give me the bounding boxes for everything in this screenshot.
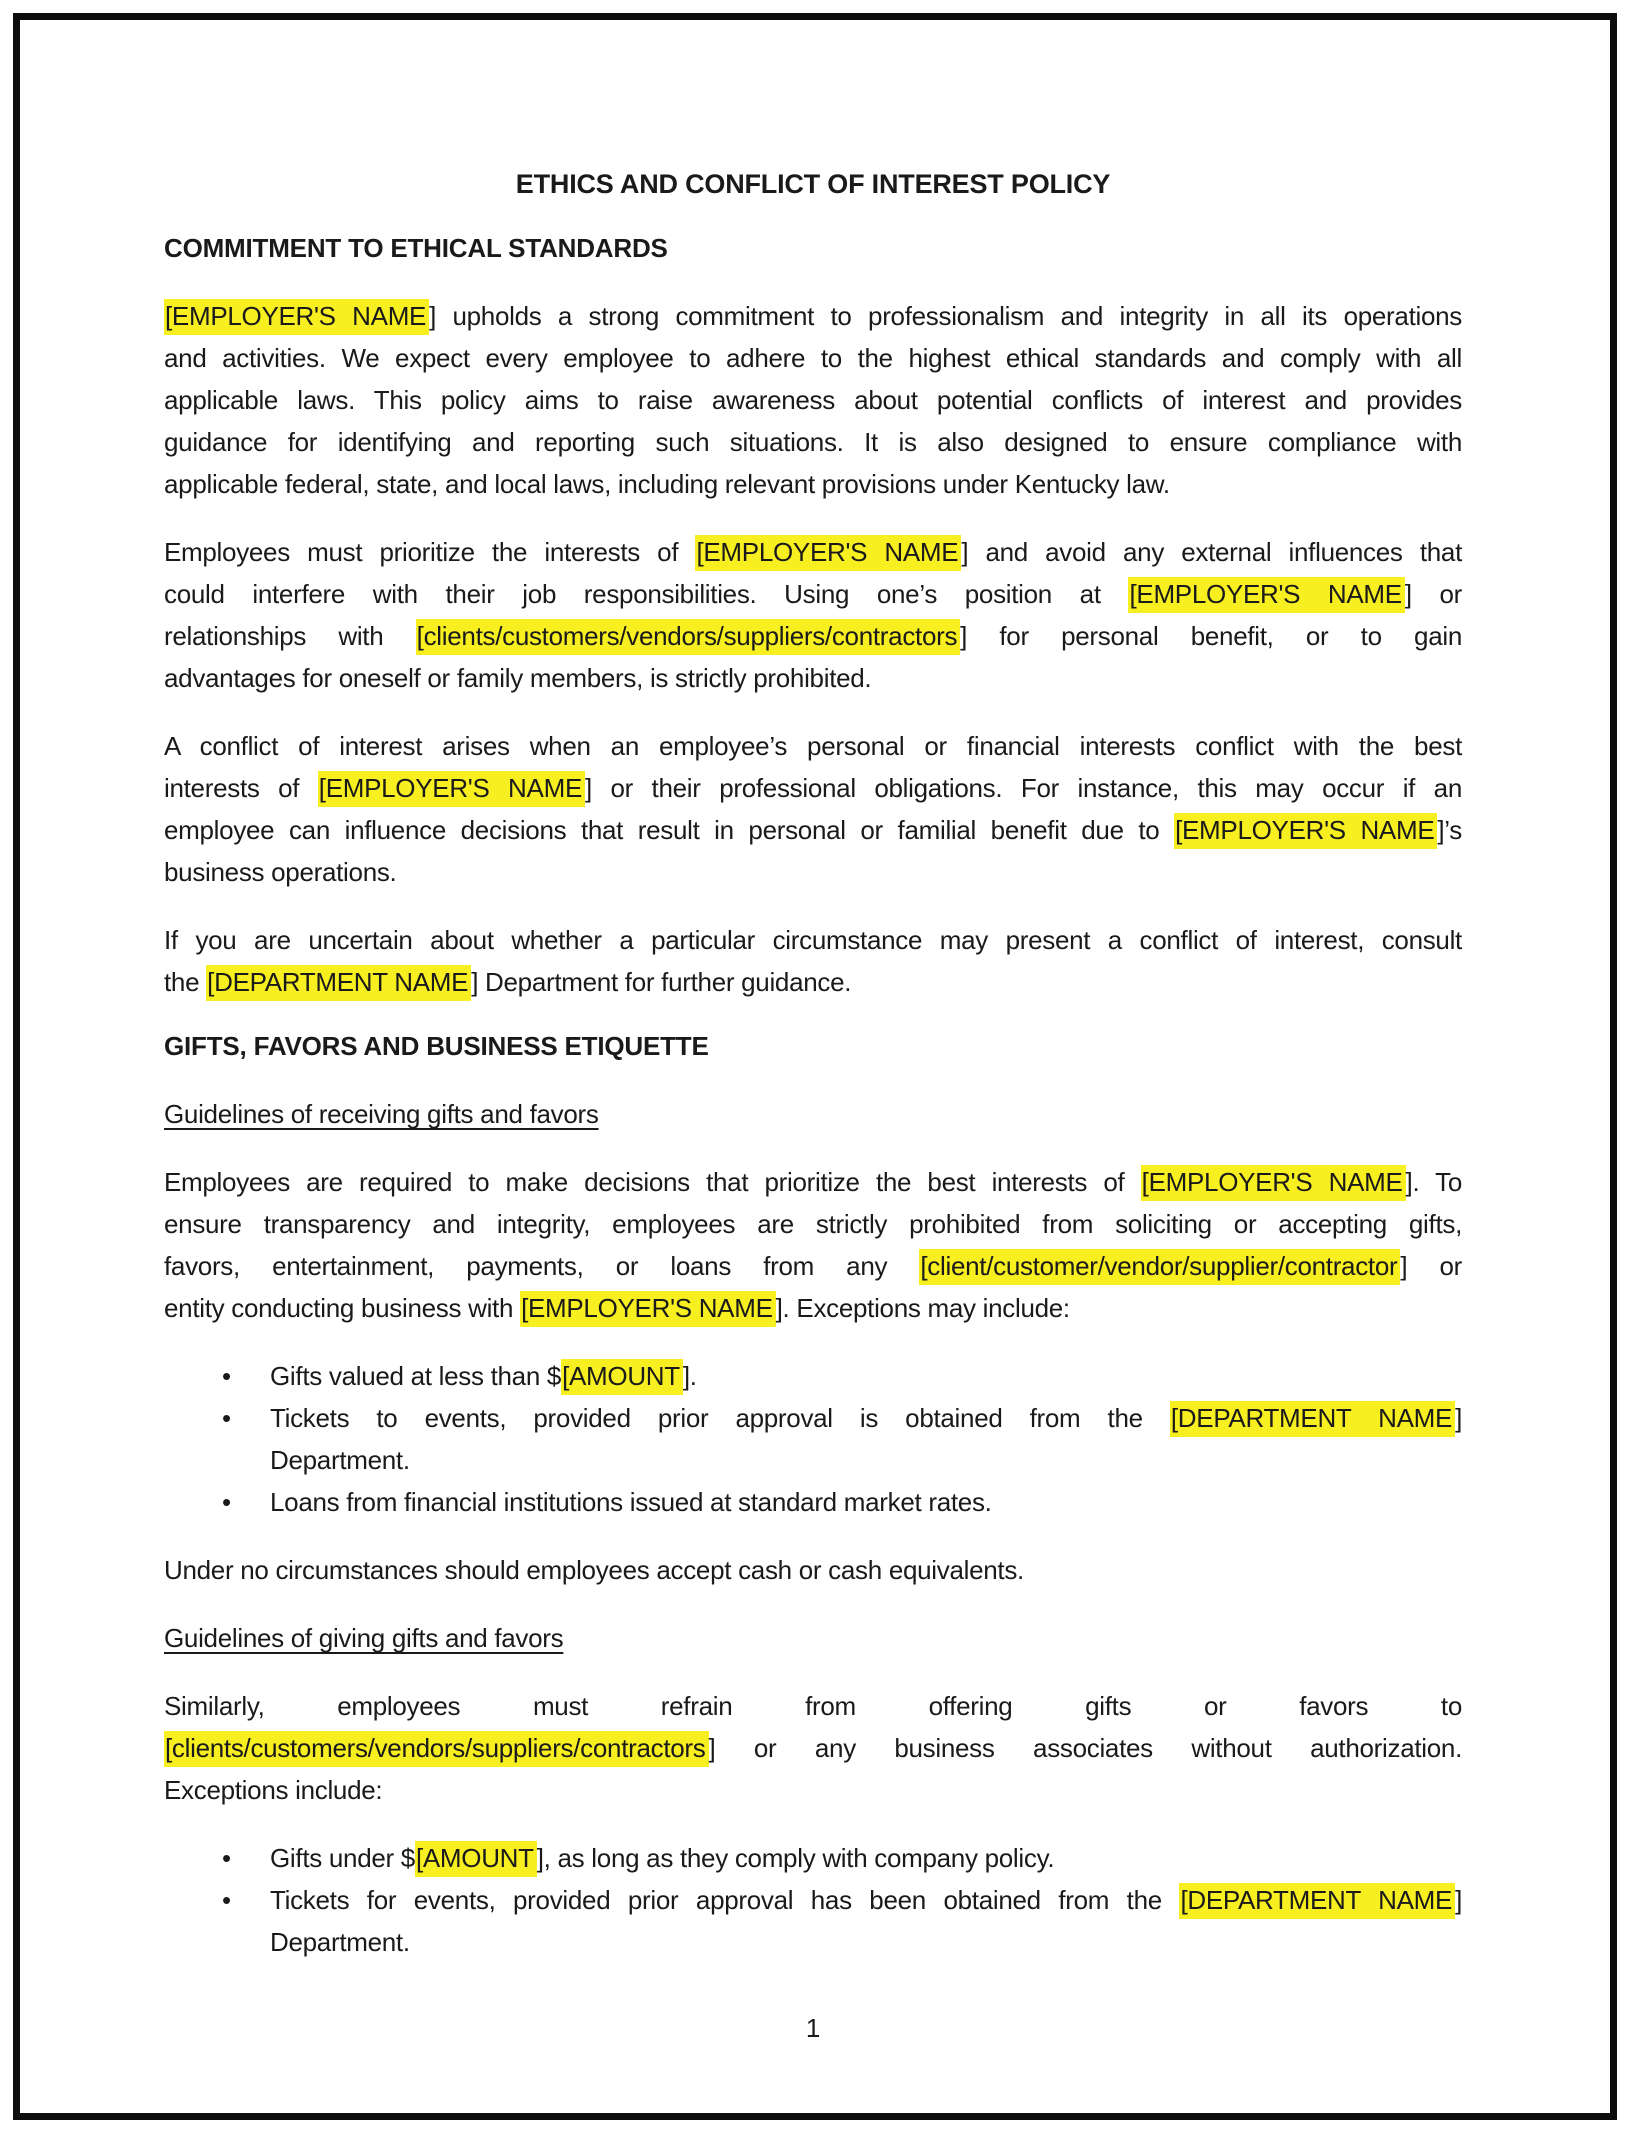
document-title: ETHICS AND CONFLICT OF INTEREST POLICY — [515, 169, 1111, 199]
bullet-list — [164, 1355, 1462, 1523]
text-line — [270, 1355, 1462, 1397]
placeholder-highlight: [EMPLOYER'S NAME — [1128, 577, 1404, 613]
text-line — [164, 657, 1462, 699]
text-segment: and activities. We expect every employee to adhere to the highest ethical standards and comply with all — [164, 343, 1462, 373]
document-body — [164, 227, 1462, 1963]
text-line — [164, 379, 1462, 421]
text-line — [164, 1161, 1462, 1203]
bullet-icon: • — [222, 1403, 231, 1433]
text-segment: employee can influence decisions that result in personal or familial benefit due to — [164, 815, 1175, 845]
text-segment: ] — [1455, 1885, 1463, 1915]
placeholder-highlight: [clients/customers/vendors/suppliers/contractors — [164, 1731, 709, 1767]
text-line — [164, 1203, 1462, 1245]
section-heading: GIFTS, FAVORS AND BUSINESS ETIQUETTE — [164, 1031, 709, 1061]
text-line — [164, 531, 1462, 573]
list-item — [164, 1837, 1462, 1879]
text-segment: Tickets to events, provided prior approval is obtained from the — [270, 1403, 1170, 1433]
text-line — [164, 851, 1462, 893]
text-line — [164, 919, 1462, 961]
text-line — [164, 809, 1462, 851]
placeholder-highlight: [DEPARTMENT NAME — [1179, 1883, 1455, 1919]
placeholder-highlight: [EMPLOYER'S NAME — [1141, 1165, 1406, 1201]
text-line — [164, 573, 1462, 615]
text-segment: ] or — [1404, 579, 1462, 609]
text-line — [270, 1439, 1462, 1481]
text-segment: relationships with — [164, 621, 416, 651]
text-line — [164, 1769, 1462, 1811]
subsection-heading: Guidelines of giving gifts and favors — [164, 1623, 564, 1653]
text-line — [164, 463, 1462, 505]
text-segment: If you are uncertain about whether a particular circumstance may present a conflict of interest, consult — [164, 925, 1462, 955]
text-line — [164, 615, 1462, 657]
text-segment: ] or any business associates without authorization. — [708, 1733, 1462, 1763]
bullet-list — [164, 1837, 1462, 1963]
paragraph — [164, 1161, 1462, 1329]
text-segment: Similarly, employees must refrain from offering gifts or favors to — [164, 1691, 1462, 1721]
text-segment: Department. — [270, 1927, 410, 1957]
text-segment: Employees must prioritize the interests of — [164, 537, 696, 567]
text-line — [270, 1837, 1462, 1879]
placeholder-highlight: [AMOUNT — [561, 1359, 683, 1395]
paragraph — [164, 1549, 1462, 1591]
paragraph — [164, 531, 1462, 699]
text-segment: ] — [1455, 1403, 1463, 1433]
text-segment: Gifts valued at less than $ — [270, 1361, 562, 1391]
placeholder-highlight: [AMOUNT — [415, 1841, 537, 1877]
text-segment: ] for personal benefit, or to gain — [960, 621, 1462, 651]
text-segment: ]. To — [1405, 1167, 1462, 1197]
subsection-heading: Guidelines of receiving gifts and favors — [164, 1099, 599, 1129]
text-segment: ensure transparency and integrity, employees are strictly prohibited from soliciting or accepting gifts, — [164, 1209, 1462, 1239]
paragraph — [164, 295, 1462, 505]
list-item — [164, 1397, 1462, 1481]
text-line — [270, 1481, 1462, 1523]
placeholder-highlight: [DEPARTMENT NAME — [206, 965, 471, 1001]
text-segment: ]. Exceptions may include: — [775, 1293, 1070, 1323]
text-line — [164, 725, 1462, 767]
page-number: 1 — [805, 2013, 821, 2043]
text-line — [164, 961, 1462, 1003]
text-line — [164, 421, 1462, 463]
text-line — [164, 1727, 1462, 1769]
paragraph — [164, 1685, 1462, 1811]
list-item — [164, 1481, 1462, 1523]
text-line — [270, 1921, 1462, 1963]
bullet-icon: • — [222, 1843, 231, 1873]
text-segment: guidance for identifying and reporting such situations. It is also designed to ensure compliance with — [164, 427, 1462, 457]
placeholder-highlight: [client/customer/vendor/supplier/contractor — [919, 1249, 1400, 1285]
text-line — [164, 295, 1462, 337]
placeholder-highlight: [EMPLOYER'S NAME — [1174, 813, 1437, 849]
document-content — [164, 0, 1462, 2049]
text-segment: ]. — [682, 1361, 697, 1391]
list-item — [164, 1879, 1462, 1963]
text-segment: ]’s — [1437, 815, 1462, 845]
text-line — [164, 337, 1462, 379]
text-segment: applicable laws. This policy aims to raise awareness about potential conflicts of interest and provides — [164, 385, 1462, 415]
text-segment: Gifts under $ — [270, 1843, 415, 1873]
text-line — [270, 1879, 1462, 1921]
placeholder-highlight: [EMPLOYER'S NAME — [318, 771, 585, 807]
text-line — [164, 767, 1462, 809]
text-segment: entity conducting business with — [164, 1293, 521, 1323]
paragraph — [164, 725, 1462, 893]
text-segment: ], as long as they comply with company policy. — [536, 1843, 1055, 1873]
list-item-text — [270, 1397, 1462, 1481]
text-segment: Employees are required to make decisions that prioritize the best interests of — [164, 1167, 1141, 1197]
list-item-text — [270, 1837, 1462, 1879]
text-segment: the — [164, 967, 207, 997]
text-line — [164, 1549, 1462, 1591]
text-segment: business operations. — [164, 857, 397, 887]
list-item-text — [270, 1481, 1462, 1523]
text-segment: ] upholds a strong commitment to professionalism and integrity in all its operations — [429, 301, 1462, 331]
text-segment: favors, entertainment, payments, or loans from any — [164, 1251, 920, 1281]
text-segment: ] and avoid any external influences that — [961, 537, 1462, 567]
text-segment: Loans from financial institutions issued at standard market rates. — [270, 1487, 992, 1517]
placeholder-highlight: [EMPLOYER'S NAME — [695, 535, 961, 571]
placeholder-highlight: [EMPLOYER'S NAME — [164, 299, 429, 335]
list-item — [164, 1355, 1462, 1397]
text-segment: ] Department for further guidance. — [471, 967, 852, 997]
placeholder-highlight: [clients/customers/vendors/suppliers/contractors — [416, 619, 961, 655]
section-heading: COMMITMENT TO ETHICAL STANDARDS — [164, 233, 668, 263]
text-line — [164, 1287, 1462, 1329]
text-segment: Under no circumstances should employees accept cash or cash equivalents. — [164, 1555, 1024, 1585]
placeholder-highlight: [EMPLOYER'S NAME — [520, 1291, 776, 1327]
bullet-icon: • — [222, 1361, 231, 1391]
text-line — [164, 1685, 1462, 1727]
text-line — [270, 1397, 1462, 1439]
text-segment: Department. — [270, 1445, 410, 1475]
text-segment: advantages for oneself or family members, is strictly prohibited. — [164, 663, 872, 693]
bullet-icon: • — [222, 1487, 231, 1517]
placeholder-highlight: [DEPARTMENT NAME — [1170, 1401, 1455, 1437]
text-segment: applicable federal, state, and local laws, including relevant provisions under Kentucky law. — [164, 469, 1170, 499]
text-segment: could interfere with their job responsibilities. Using one’s position at — [164, 579, 1129, 609]
paragraph — [164, 919, 1462, 1003]
list-item-text — [270, 1879, 1462, 1963]
text-segment: Tickets for events, provided prior approval has been obtained from the — [270, 1885, 1180, 1915]
text-segment: ] or — [1400, 1251, 1462, 1281]
text-line — [164, 1245, 1462, 1287]
bullet-icon: • — [222, 1885, 231, 1915]
list-item-text — [270, 1355, 1462, 1397]
text-segment: A conflict of interest arises when an employee’s personal or financial interests conflict with the best — [164, 731, 1462, 761]
text-segment: interests of — [164, 773, 318, 803]
text-segment: Exceptions include: — [164, 1775, 383, 1805]
text-segment: ] or their professional obligations. For instance, this may occur if an — [584, 773, 1462, 803]
